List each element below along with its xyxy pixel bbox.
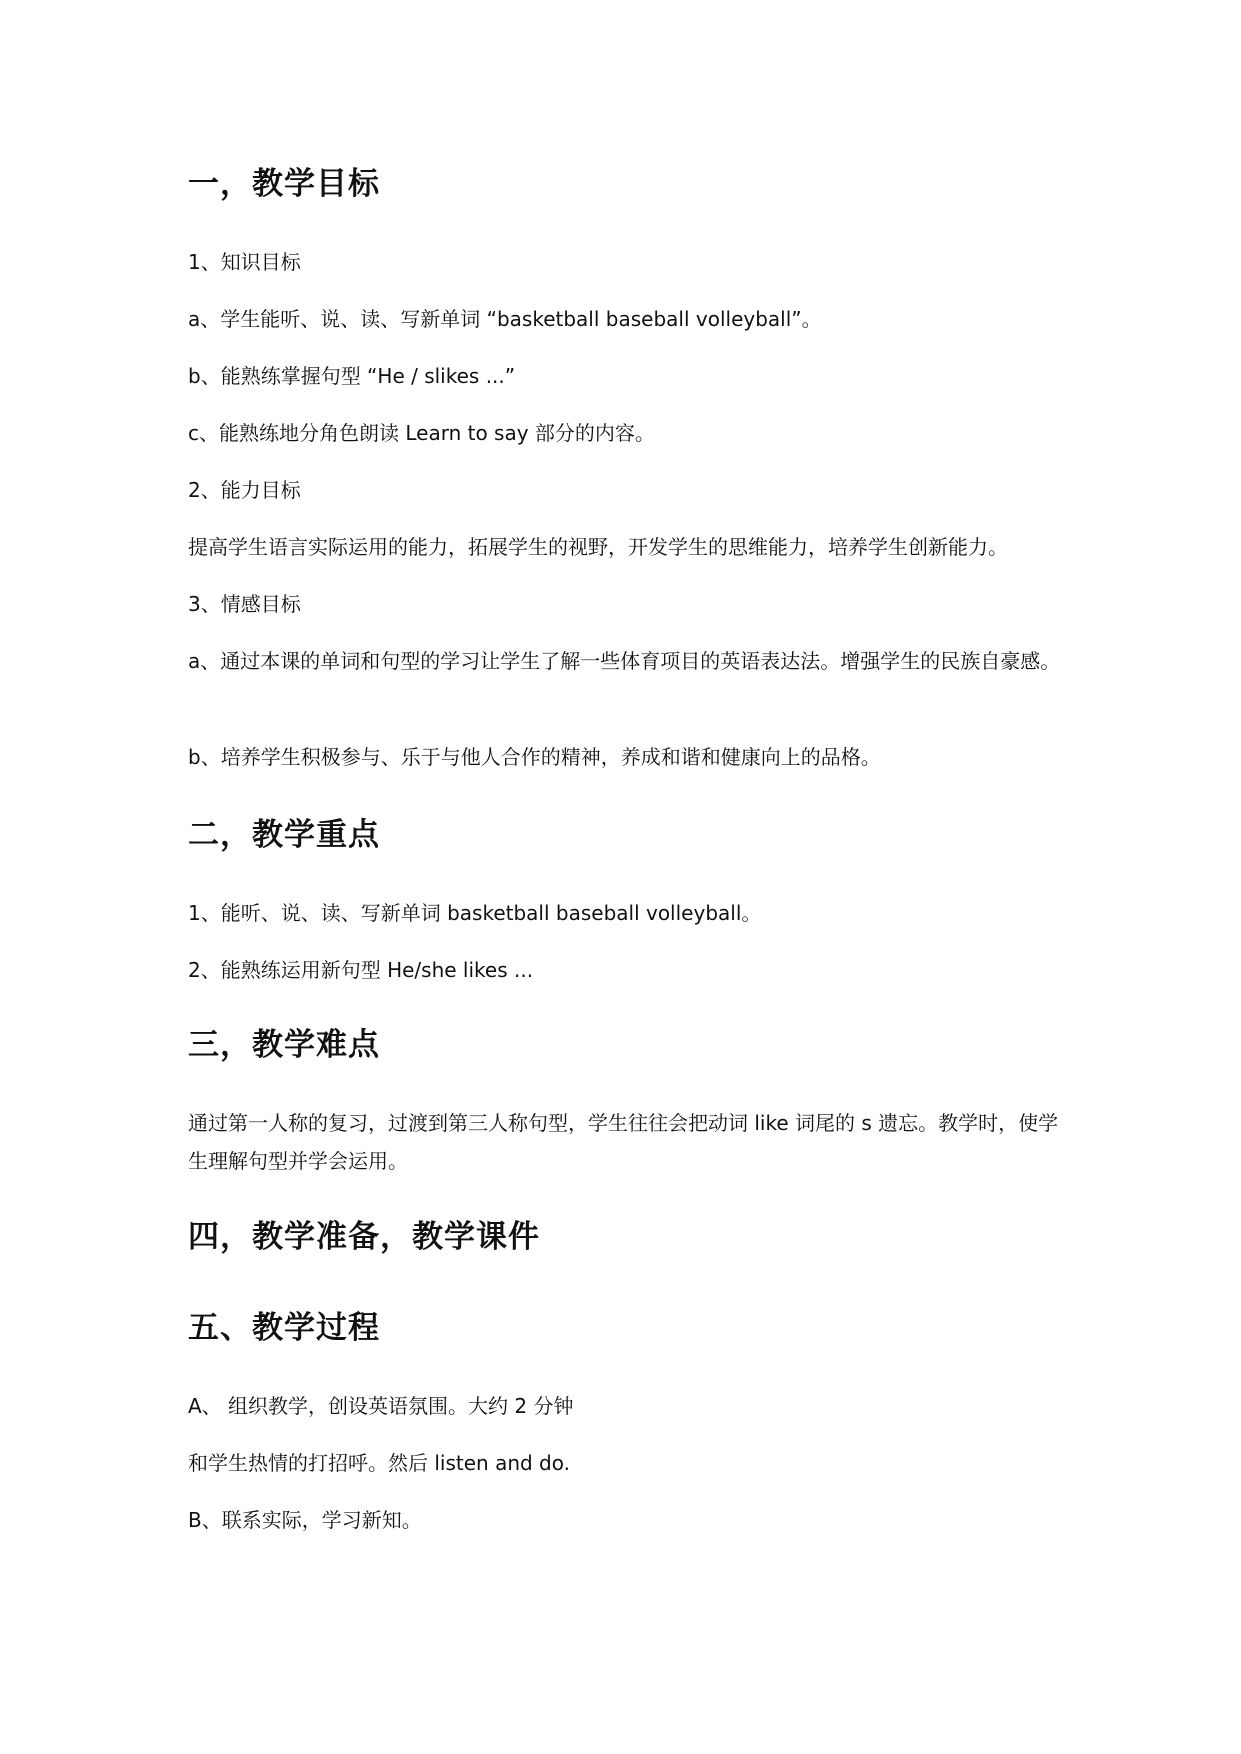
paragraph: a、学生能听、说、读、写新单词 “basketball baseball volleyball”。 — [188, 307, 822, 331]
paragraph: 3、情感目标 — [188, 592, 301, 616]
section-heading-preparation: 四，教学准备，教学课件 — [188, 1219, 540, 1255]
paragraph: 2、能力目标 — [188, 478, 301, 502]
section-heading-process: 五、教学过程 — [188, 1310, 380, 1346]
paragraph: 1、能听、说、读、写新单词 basketball baseball volleyball。 — [188, 901, 762, 925]
section-heading-key-points: 二，教学重点 — [188, 817, 380, 853]
paragraph: 通过第一人称的复习，过渡到第三人称句型，学生往往会把动词 like 词尾的 s 遗忘。教学时，使学生理解句型并学会运用。 — [188, 1111, 1059, 1173]
section-heading-teaching-goals: 一，教学目标 — [188, 166, 380, 202]
paragraph: a、通过本课的单词和句型的学习让学生了解一些体育项目的英语表达法。增强学生的民族自豪感。 — [188, 649, 1061, 673]
paragraph: A、 组织教学，创设英语氛围。大约 2 分钟 — [188, 1394, 574, 1418]
paragraph: b、培养学生积极参与、乐于与他人合作的精神，养成和谐和健康向上的品格。 — [188, 745, 881, 769]
paragraph: b、能熟练掌握句型 “He / slikes ...” — [188, 364, 516, 388]
paragraph: 2、能熟练运用新句型 He/she likes ... — [188, 958, 534, 982]
section-heading-difficulties: 三，教学难点 — [188, 1027, 380, 1063]
paragraph: 和学生热情的打招呼。然后 listen and do. — [188, 1451, 570, 1475]
paragraph: B、联系实际，学习新知。 — [188, 1508, 422, 1532]
paragraph: c、能熟练地分角色朗读 Learn to say 部分的内容。 — [188, 421, 655, 445]
paragraph: 提高学生语言实际运用的能力，拓展学生的视野，开发学生的思维能力，培养学生创新能力。 — [188, 535, 1008, 559]
paragraph: 1、知识目标 — [188, 250, 301, 274]
